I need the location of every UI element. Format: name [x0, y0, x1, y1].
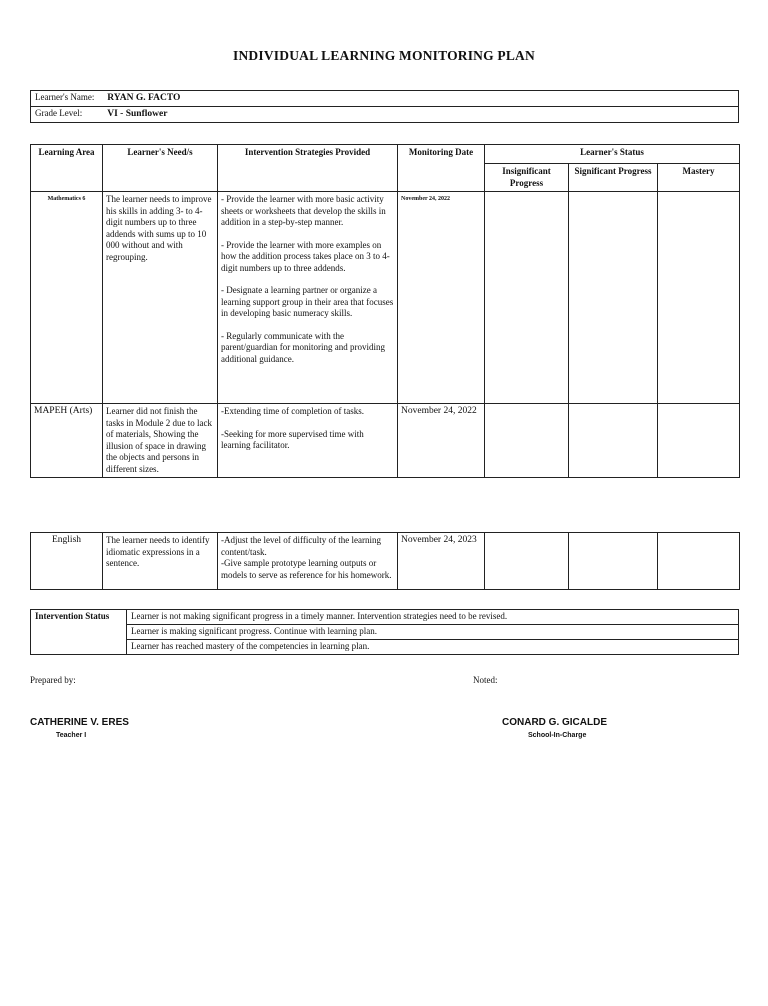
strategy-item: -Extending time of completion of tasks. — [221, 406, 364, 416]
noter-role: School-In-Charge — [528, 732, 587, 739]
header-monitoring-date: Monitoring Date — [398, 145, 485, 192]
header-strategies: Intervention Strategies Provided — [218, 145, 398, 192]
english-table — [30, 532, 740, 590]
monitoring-table — [30, 144, 740, 478]
needs-cell: The learner needs to improve his skills in adding 3- to 4-digit numbers up to three addends with sums up to 10 000 without and with regrouping. — [103, 192, 218, 404]
area-cell: MAPEH (Arts) — [31, 404, 103, 478]
strategy-item: -Adjust the level of difficulty of the learning content/task. — [221, 535, 382, 557]
mastery-cell — [658, 404, 740, 478]
header-mastery: Mastery — [658, 164, 740, 192]
status-item: Learner is not making significant progress in a timely manner. Intervention strategies need to be revised. — [127, 610, 739, 625]
needs-cell: The learner needs to identify idiomatic expressions in a sentence. — [103, 533, 218, 590]
area-cell: English — [31, 533, 103, 590]
insignificant-cell — [485, 533, 569, 590]
learner-info-table — [30, 90, 739, 123]
grade-level-label: Grade Level: — [35, 108, 83, 118]
intervention-status-label: Intervention Status — [31, 610, 127, 655]
learner-name-value: RYAN G. FACTO — [107, 93, 181, 103]
preparer-name: CATHERINE V. ERES — [30, 717, 129, 728]
prepared-by-label: Prepared by: — [30, 675, 76, 685]
strategies-cell — [218, 192, 398, 404]
mastery-cell — [658, 533, 740, 590]
grade-level-cell — [31, 107, 739, 123]
date-cell: November 24, 2022 — [398, 404, 485, 478]
strategy-item: - Provide the learner with more basic activity sheets or worksheets that develop the skills in addition in a step-by-step manner. — [221, 194, 386, 227]
status-item: Learner has reached mastery of the competencies in learning plan. — [127, 640, 739, 655]
significant-cell — [569, 404, 658, 478]
mastery-cell — [658, 192, 740, 404]
strategies-cell — [218, 404, 398, 478]
intervention-status-table — [30, 609, 739, 655]
strategy-item: -Seeking for more supervised time with learning facilitator. — [221, 428, 364, 450]
status-item: Learner is making significant progress. Continue with learning plan. — [127, 625, 739, 640]
date-cell: November 24, 2022 — [398, 192, 485, 404]
date-cell: November 24, 2023 — [398, 533, 485, 590]
strategies-cell — [218, 533, 398, 590]
document-title: INDIVIDUAL LEARNING MONITORING PLAN — [233, 48, 535, 63]
insignificant-cell — [485, 192, 569, 404]
strategy-item: -Give sample prototype learning outputs or models to serve as reference for his homework. — [221, 558, 392, 580]
header-insignificant: Insignificant Progress — [485, 164, 569, 192]
header-significant: Significant Progress — [569, 164, 658, 192]
table-row — [31, 192, 740, 404]
strategy-item: - Provide the learner with more examples on how the addition process takes place on 3 to 4-digit numbers up to three addends. — [221, 239, 390, 273]
strategy-item: - Regularly communicate with the parent/guardian for monitoring and providing additional guidance. — [221, 330, 385, 364]
noted-label: Noted: — [473, 675, 498, 685]
significant-cell — [569, 192, 658, 404]
table-row — [31, 404, 740, 478]
learner-name-label: Learner's Name: — [35, 92, 95, 102]
strategy-item: - Designate a learning partner or organize a learning support group in their area that focuses in developing basic numeracy skills. — [221, 285, 394, 318]
learner-name-cell — [31, 91, 739, 107]
needs-cell: Learner did not finish the tasks in Module 2 due to lack of materials, Showing the illusion of space in drawing the objects and persons in different sizes. — [103, 404, 218, 478]
grade-level-value: VI - Sunflower — [107, 109, 168, 119]
table-row — [31, 533, 740, 590]
noter-name: CONARD G. GICALDE — [502, 717, 607, 728]
header-learning-area: Learning Area — [31, 145, 103, 192]
header-learners-status: Learner's Status — [485, 145, 740, 164]
area-cell: Mathematics 6 — [31, 192, 103, 404]
header-needs: Learner's Need/s — [103, 145, 218, 192]
significant-cell — [569, 533, 658, 590]
insignificant-cell — [485, 404, 569, 478]
preparer-role: Teacher I — [56, 732, 87, 739]
